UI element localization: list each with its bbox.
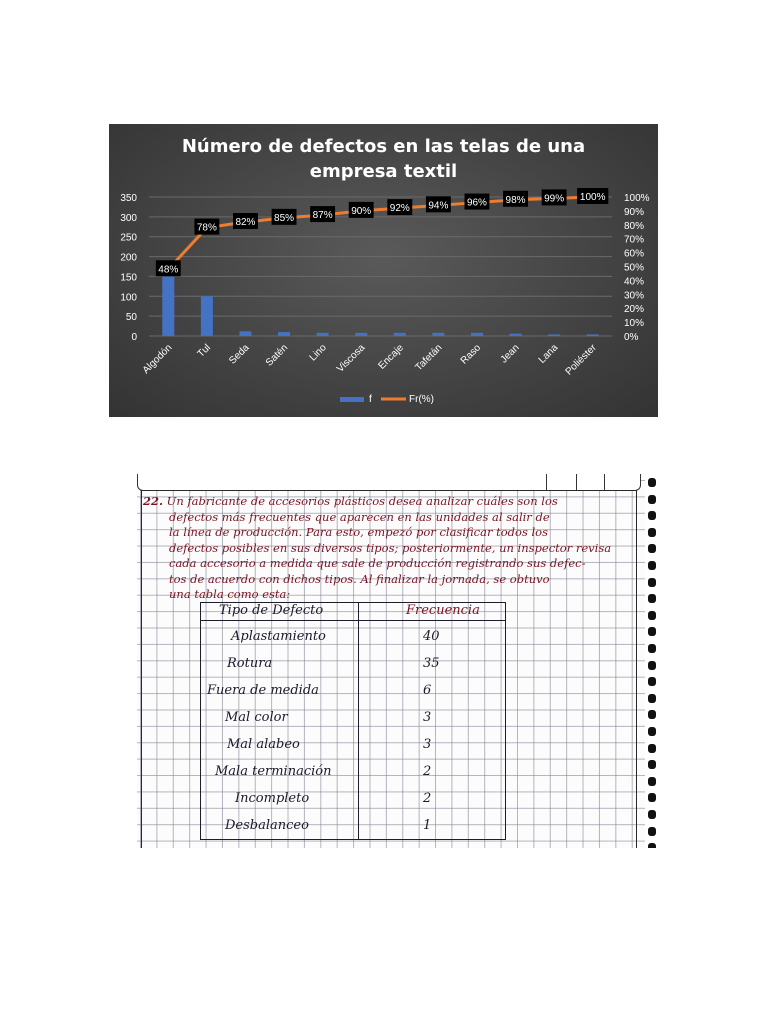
x-tick-label: Lino	[307, 342, 329, 364]
data-label: 78%	[196, 222, 217, 234]
y-tick-label: 100	[120, 292, 137, 304]
y2-tick-label: 80%	[624, 220, 645, 232]
table-cell-type: Fuera de medida	[207, 683, 319, 698]
spiral-hole	[648, 760, 656, 769]
bar	[355, 333, 367, 336]
spiral-hole	[648, 661, 656, 670]
table-cell-frequency: 1	[423, 818, 432, 833]
x-tick-label: Jean	[498, 342, 522, 366]
y-tick-label: 0	[131, 332, 137, 343]
x-tick-label: Tafetán	[413, 342, 445, 374]
data-label: 90%	[351, 205, 372, 217]
spiral-hole	[648, 478, 656, 487]
header-divider	[546, 474, 547, 490]
spiral-hole	[648, 744, 656, 753]
bar	[239, 331, 251, 336]
table-cell-type: Incompleto	[235, 791, 310, 806]
data-label: 48%	[158, 264, 179, 276]
data-label: 82%	[235, 217, 256, 229]
problem-number: 22.	[143, 494, 164, 508]
spiral-hole	[648, 578, 656, 587]
table-cell-frequency: 2	[423, 791, 432, 806]
table-cell-frequency: 3	[423, 710, 432, 725]
bar	[471, 333, 483, 336]
data-label: 94%	[428, 200, 449, 212]
spiral-hole	[648, 694, 656, 703]
x-tick-label: Encaje	[376, 342, 406, 372]
spiral-hole	[648, 594, 656, 603]
spiral-hole	[648, 677, 656, 686]
data-label: 96%	[466, 197, 487, 209]
data-label: 99%	[544, 193, 565, 205]
table-cell-type: Desbalanceo	[225, 818, 309, 833]
y2-tick-label: 0%	[624, 332, 639, 343]
y2-tick-label: 100%	[624, 193, 650, 204]
table-cell-type: Mal alabeo	[227, 737, 300, 752]
y-tick-label: 350	[120, 193, 137, 204]
y-tick-label: 50	[125, 312, 137, 324]
spiral-hole	[648, 710, 656, 719]
table-cell-type: Mal color	[225, 710, 288, 725]
table-header-frequency: Frecuencia	[406, 603, 480, 618]
cumulative-line	[168, 194, 592, 269]
table-cell-type: Mala terminación	[215, 764, 332, 779]
spiral-hole	[648, 827, 656, 836]
data-label: 92%	[389, 203, 410, 215]
spiral-hole	[648, 495, 656, 504]
spiral-hole	[648, 627, 656, 636]
header-divider	[576, 474, 577, 490]
problem-text: Un fabricante de accesorios plásticos desea analizar cuáles son los	[166, 494, 558, 508]
data-label: 85%	[274, 212, 295, 224]
problem-line-7: una tabla como esta:	[169, 587, 291, 601]
spiral-hole	[648, 561, 656, 570]
y2-tick-label: 70%	[624, 234, 645, 246]
problem-line-5: cada accesorio a medida que sale de producción registrando sus defec-	[169, 556, 586, 570]
problem-line-6: tos de acuerdo con dichos tipos. Al finalizar la jornada, se obtuvo	[169, 571, 550, 586]
spiral-hole	[648, 777, 656, 786]
table-cell-frequency: 40	[423, 629, 440, 644]
table-cell-frequency: 2	[423, 764, 432, 779]
y-tick-label: 250	[120, 232, 137, 244]
table-cell-type: Rotura	[227, 656, 273, 671]
y2-tick-label: 40%	[624, 276, 645, 288]
chart-title: empresa textil	[309, 161, 458, 182]
table-cell-frequency: 35	[423, 656, 440, 671]
chart-title: Número de defectos en las telas de una	[181, 136, 586, 157]
x-tick-label: Lana	[536, 342, 561, 366]
pareto-chart	[109, 124, 658, 417]
y2-tick-label: 20%	[624, 304, 645, 316]
table-cell-type: Aplastamiento	[231, 629, 326, 644]
bar	[548, 334, 560, 336]
table-cell-frequency: 3	[423, 737, 432, 752]
spiral-hole	[648, 727, 656, 736]
data-label: 100%	[579, 192, 606, 203]
spiral-hole	[648, 843, 656, 848]
y-tick-label: 200	[120, 252, 137, 264]
problem-line-4: defectos posibles en sus diversos tipos; posteriormente, un inspector revisa	[169, 540, 612, 555]
spiral-hole	[648, 611, 656, 620]
table-header-divider	[201, 620, 505, 621]
bar	[432, 333, 444, 336]
problem-statement	[143, 494, 613, 603]
x-tick-label: Viscosa	[334, 342, 368, 375]
spiral-hole	[648, 810, 656, 819]
notebook-page	[137, 474, 659, 848]
x-tick-label: Seda	[227, 342, 252, 367]
bar	[394, 333, 406, 336]
x-tick-label: Poliéster	[563, 342, 599, 378]
bar	[278, 332, 290, 336]
x-tick-label: Algodón	[140, 342, 175, 377]
y2-tick-label: 10%	[624, 318, 645, 330]
x-tick-label: Raso	[458, 342, 484, 367]
defects-table	[200, 602, 506, 840]
header-divider	[604, 474, 605, 490]
table-column-divider	[358, 603, 359, 839]
y2-tick-label: 50%	[624, 262, 645, 274]
legend-label-f: f	[369, 394, 372, 405]
x-tick-label: Tul	[195, 342, 213, 360]
spiral-binding	[645, 474, 659, 848]
legend-label-fr: Fr(%)	[409, 394, 434, 405]
spiral-hole	[648, 511, 656, 520]
x-tick-label: Satén	[263, 342, 291, 369]
chart-canvas	[109, 124, 658, 417]
y-tick-label: 150	[120, 272, 137, 284]
data-label: 98%	[505, 194, 526, 206]
problem-line-2: defectos más frecuentes que aparecen en las unidades al salir de	[169, 509, 550, 524]
table-cell-frequency: 6	[423, 683, 432, 698]
problem-line-3: la línea de producción. Para esto, empezó por clasificar todos los	[169, 525, 549, 539]
notebook-header-strip	[137, 474, 641, 491]
spiral-hole	[648, 793, 656, 802]
bar	[317, 333, 329, 336]
bar	[162, 276, 174, 336]
table-header-type: Tipo de Defecto	[219, 603, 324, 618]
bar	[587, 334, 599, 336]
y-tick-label: 300	[120, 212, 137, 224]
bar	[510, 334, 522, 336]
problem-line-1	[143, 494, 613, 510]
spiral-hole	[648, 544, 656, 553]
y2-tick-label: 60%	[624, 248, 645, 260]
legend-swatch-f	[340, 397, 364, 402]
bar	[201, 296, 213, 336]
spiral-hole	[648, 528, 656, 537]
y2-tick-label: 30%	[624, 290, 645, 302]
data-label: 87%	[312, 210, 333, 222]
spiral-hole	[648, 644, 656, 653]
y2-tick-label: 90%	[624, 206, 645, 218]
